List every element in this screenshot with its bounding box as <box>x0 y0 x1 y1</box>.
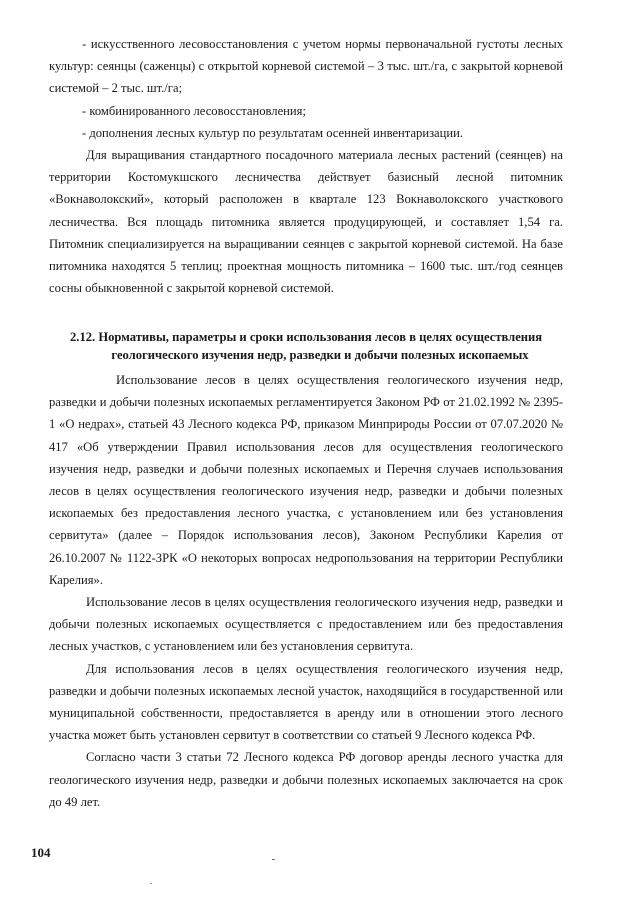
section-heading-line-2: геологического изучения недр, разведки и добычи полезных ископаемых <box>111 348 529 362</box>
paragraph-legal-basis: Использование лесов в целях осуществления геологического изучения недр, разведки и добычи полезных ископаемых регламентируется Законом РФ от 21.02.1992 № 2395-1 «О недрах», статьей 43 Лесного кодекса РФ, приказом Минприроды России от 07.07.2020 № 417 «Об утверждении Правил использования лесов для осуществления геологического изучения недр, разведки и добычи полезных ископаемых и Перечня случаев использования лесов в целях осуществления геологического изучения недр, разведки и добычи полезных ископаемых без предоставления лесного участка, с установлением или без установления сервитута» (далее – Порядок использования лесов), Законом Республики Карелия от 26.10.2007 № 1122-ЗРК «О некоторых вопросах недропользования на территории Республики Карелия». <box>49 373 563 587</box>
bullet-forest-crop-supplement: - дополнения лесных культур по результатам осенней инвентаризации. <box>82 125 463 140</box>
main-text-block <box>49 369 563 813</box>
paragraph-lease-term: Согласно части 3 статьи 72 Лесного кодекса РФ договор аренды лесного участка для геологического изучения недр, разведки и добычи полезных ископаемых заключается на срок до 49 лет. <box>49 750 563 809</box>
bullet-artificial-reforestation: - искусственного лесовосстановления с учетом нормы первоначальной густоты лесных культур: сеянцы (саженцы) с открытой корневой системой – 3 тыс. шт./га, с закрытой корневой системой – 2 тыс. шт./га; <box>49 37 563 96</box>
page-number: 104 <box>31 845 51 860</box>
paragraph-use-modes: Использование лесов в целях осуществления геологического изучения недр, разведки и добычи полезных ископаемых осуществляется с предоставлением или без предоставления лесных участков, с установлением или без установления сервитута. <box>49 595 563 654</box>
section-heading-line-1: 2.12. Нормативы, параметры и сроки использования лесов в целях осуществления <box>70 330 543 344</box>
paragraph-lease-or-servitude: Для использования лесов в целях осуществления геологического изучения недр, разведки и добычи полезных ископаемых лесной участок, находящийся в государственной или муниципальной собственности, предоставляется в аренду или в отношении этого лесного участка может быть установлен сервитут в соответствии со статьей 9 Лесного кодекса РФ. <box>49 661 563 743</box>
scan-artifact <box>150 883 152 884</box>
top-text-block <box>49 33 563 299</box>
scan-artifact <box>272 859 275 860</box>
section-heading <box>70 328 570 364</box>
paragraph-nursery: Для выращивания стандартного посадочного материала лесных растений (сеянцев) на территории Костомукшского лесничества действует базисный лесной питомник «Вокнаволокский», который расположен в квартале 123 Вокнаволокского участкового лесничества. Вся площадь питомника является продуцирующей, и составляет 1,54 га. Питомник специализируется на выращивании сеянцев с закрытой корневой системой. На базе питомника находятся 5 теплиц; проектная мощность питомника – 1600 тыс. шт./год сеянцев сосны обыкновенной с закрытой корневой системой. <box>49 148 563 296</box>
bullet-combined-reforestation: - комбинированного лесовосстановления; <box>82 103 306 118</box>
